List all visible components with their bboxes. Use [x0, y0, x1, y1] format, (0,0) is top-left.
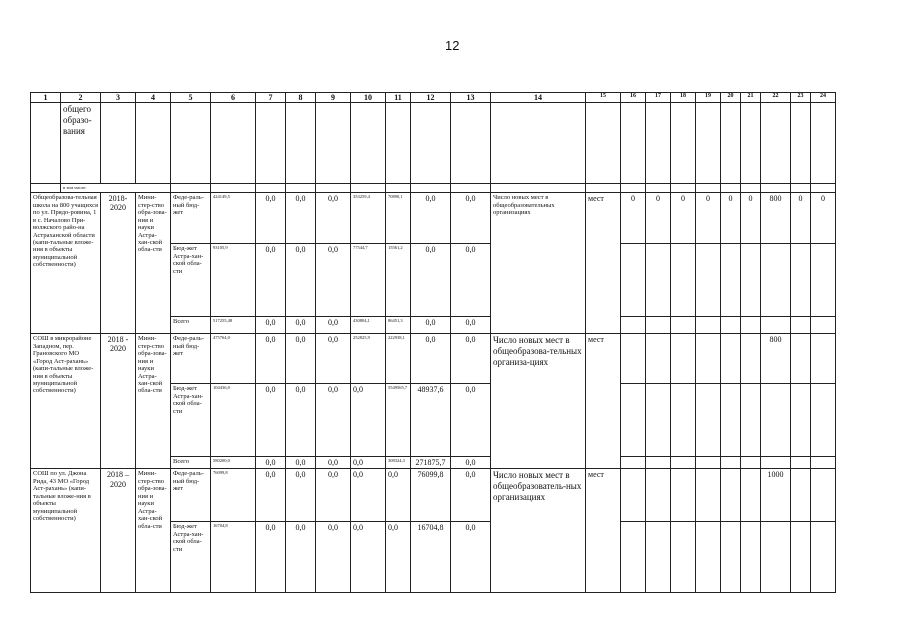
- amount-cell: 0,0: [286, 457, 316, 469]
- unit: мест: [586, 193, 621, 334]
- amount-cell: 70890,1: [386, 193, 411, 244]
- empty-cell: [741, 184, 761, 193]
- empty-cell: [791, 184, 811, 193]
- executor: Мини-стер-ство обра-зова-ния и науки Астра-хан-ской обла-сти: [136, 334, 171, 469]
- amount-cell: 0,0: [316, 317, 351, 334]
- empty-cell: [646, 384, 671, 457]
- amount-cell: 0,0: [286, 522, 316, 593]
- amount-cell: 0,0: [411, 193, 451, 244]
- amount-cell: 271875,7: [411, 457, 451, 469]
- target-value: 800: [761, 334, 791, 384]
- empty-cell: [741, 384, 761, 457]
- target-value: 0: [621, 193, 646, 244]
- column-header: 24: [811, 93, 836, 103]
- funding-source: Бюд-жет Астра-хан-ской обла-сти: [171, 244, 211, 317]
- amount-cell: 0,0: [451, 334, 491, 384]
- empty-cell: [621, 384, 646, 457]
- amount-cell: 0,0: [286, 469, 316, 522]
- note-text: в том числе:: [61, 184, 171, 193]
- empty-cell: [696, 184, 721, 193]
- funding-source: Феде-раль-ный бюд-жет: [171, 334, 211, 384]
- column-header: 22: [761, 93, 791, 103]
- target-value: 0: [646, 193, 671, 244]
- column-header: 10: [351, 93, 386, 103]
- empty-cell: [646, 522, 671, 593]
- empty-cell: [741, 457, 761, 469]
- empty-cell: [761, 184, 791, 193]
- empty-cell: [136, 103, 171, 184]
- empty-cell: [696, 103, 721, 184]
- funding-source: Феде-раль-ный бюд-жет: [171, 193, 211, 244]
- target-value: 0: [811, 193, 836, 244]
- target-value: 0: [671, 193, 696, 244]
- amount-cell: 0,0: [286, 317, 316, 334]
- empty-cell: [286, 103, 316, 184]
- amount-cell: 0,0: [386, 469, 411, 522]
- target-value: [646, 334, 671, 384]
- empty-cell: [811, 522, 836, 593]
- indicator: Число новых мест в общеобразова-тельных организа-циях: [491, 334, 586, 469]
- empty-cell: [761, 244, 791, 317]
- empty-cell: [671, 522, 696, 593]
- target-value: [696, 469, 721, 522]
- empty-cell: [721, 522, 741, 593]
- empty-cell: [646, 103, 671, 184]
- empty-cell: [646, 244, 671, 317]
- column-header: 18: [671, 93, 696, 103]
- object-name: СОШ в микрорайоне Западном, пер. Грановского МО «Город Аст-рахань» (капи-тальные вложе-ния в объекты муниципальной собственности): [31, 334, 101, 469]
- empty-cell: [31, 103, 61, 184]
- empty-cell: [811, 244, 836, 317]
- target-value: [811, 469, 836, 522]
- target-value: 800: [761, 193, 791, 244]
- page-number: 12: [445, 38, 460, 53]
- column-header: 5: [171, 93, 211, 103]
- empty-cell: [791, 384, 811, 457]
- amount-cell: 15561,2: [386, 244, 411, 317]
- target-value: [721, 334, 741, 384]
- empty-cell: [741, 103, 761, 184]
- column-header: 17: [646, 93, 671, 103]
- amount-cell: 86451,3: [386, 317, 411, 334]
- empty-cell: [791, 457, 811, 469]
- funding-source: Всего: [171, 457, 211, 469]
- target-value: [621, 334, 646, 384]
- empty-cell: [761, 317, 791, 334]
- unit: мест: [586, 469, 621, 593]
- amount-cell: 0,0: [286, 384, 316, 457]
- empty-cell: [411, 184, 451, 193]
- amount-cell: 0,0: [351, 457, 386, 469]
- empty-cell: [451, 103, 491, 184]
- amount-cell: 424149,5: [211, 193, 256, 244]
- empty-cell: [316, 184, 351, 193]
- empty-cell: [761, 384, 791, 457]
- executor: Мини-стер-ство обра-зова-ния и науки Астра-хан-ской обла-сти: [136, 469, 171, 593]
- amount-cell: 0,0: [286, 193, 316, 244]
- target-value: [791, 469, 811, 522]
- funding-source: Бюд-жет Астра-хан-ской обла-сти: [171, 522, 211, 593]
- amount-cell: 308324,3: [386, 457, 411, 469]
- target-value: 1000: [761, 469, 791, 522]
- period: 2018 - 2020: [101, 334, 136, 469]
- funding-source: Феде-раль-ный бюд-жет: [171, 469, 211, 522]
- empty-cell: [621, 317, 646, 334]
- empty-cell: [211, 184, 256, 193]
- amount-cell: 0,0: [316, 334, 351, 384]
- amount-cell: 0,0: [256, 384, 286, 457]
- amount-cell: 430804,1: [351, 317, 386, 334]
- column-header: 21: [741, 93, 761, 103]
- empty-cell: [791, 317, 811, 334]
- amount-cell: 0,0: [411, 334, 451, 384]
- empty-cell: [811, 457, 836, 469]
- target-value: 0: [696, 193, 721, 244]
- amount-cell: 0,0: [451, 522, 491, 593]
- column-header: 7: [256, 93, 286, 103]
- target-value: [721, 469, 741, 522]
- table-row: [31, 334, 836, 384]
- target-value: [811, 334, 836, 384]
- unit: мест: [586, 334, 621, 469]
- amount-cell: 0,0: [256, 522, 286, 593]
- funding-source: Всего: [171, 317, 211, 334]
- target-value: [741, 334, 761, 384]
- amount-cell: 0,0: [316, 457, 351, 469]
- column-header: 6: [211, 93, 256, 103]
- amount-cell: 0,0: [256, 469, 286, 522]
- column-header: 23: [791, 93, 811, 103]
- program-table: [30, 92, 836, 593]
- empty-cell: [671, 244, 696, 317]
- amount-cell: 0,0: [256, 193, 286, 244]
- empty-cell: [721, 244, 741, 317]
- amount-cell: 0,0: [351, 384, 386, 457]
- column-header: 14: [491, 93, 586, 103]
- amount-cell: 76099,8: [411, 469, 451, 522]
- continuation-label: общего образо-вания: [61, 103, 101, 184]
- column-header: 15: [586, 93, 621, 103]
- empty-cell: [31, 184, 61, 193]
- empty-cell: [791, 244, 811, 317]
- column-header: 1: [31, 93, 61, 103]
- empty-cell: [351, 184, 386, 193]
- amount-cell: 5549565,7: [386, 384, 411, 457]
- empty-cell: [621, 244, 646, 317]
- target-value: [621, 469, 646, 522]
- amount-cell: 0,0: [451, 457, 491, 469]
- target-value: [741, 469, 761, 522]
- amount-cell: 222938,1: [386, 334, 411, 384]
- amount-cell: 0,0: [256, 457, 286, 469]
- amount-cell: 0,0: [286, 244, 316, 317]
- column-header: 4: [136, 93, 171, 103]
- empty-cell: [696, 457, 721, 469]
- column-header: 8: [286, 93, 316, 103]
- column-header: 12: [411, 93, 451, 103]
- target-value: 0: [721, 193, 741, 244]
- empty-cell: [741, 244, 761, 317]
- period: 2018 – 2020: [101, 469, 136, 593]
- amount-cell: 0,0: [351, 469, 386, 522]
- empty-cell: [491, 184, 586, 193]
- empty-cell: [741, 522, 761, 593]
- target-value: [696, 334, 721, 384]
- amount-cell: 0,0: [316, 469, 351, 522]
- continuation-row: [31, 103, 836, 184]
- amount-cell: 0,0: [316, 522, 351, 593]
- amount-cell: 0,0: [256, 334, 286, 384]
- period: 2018-2020: [101, 193, 136, 334]
- amount-cell: 353259,4: [351, 193, 386, 244]
- empty-cell: [696, 317, 721, 334]
- empty-cell: [621, 522, 646, 593]
- amount-cell: 0,0: [256, 244, 286, 317]
- target-value: 0: [741, 193, 761, 244]
- column-header: 20: [721, 93, 741, 103]
- column-header: 11: [386, 93, 411, 103]
- amount-cell: 104436,0: [211, 384, 256, 457]
- column-header: 13: [451, 93, 491, 103]
- amount-cell: 0,0: [411, 244, 451, 317]
- empty-cell: [721, 317, 741, 334]
- indicator: Число новых мест в общеобразовательных организациях: [491, 193, 586, 334]
- table-row: [31, 469, 836, 522]
- empty-cell: [811, 103, 836, 184]
- empty-cell: [791, 522, 811, 593]
- target-value: 0: [791, 193, 811, 244]
- empty-cell: [671, 103, 696, 184]
- amount-cell: 0,0: [286, 334, 316, 384]
- empty-cell: [696, 522, 721, 593]
- empty-cell: [721, 457, 741, 469]
- amount-cell: 0,0: [451, 384, 491, 457]
- empty-cell: [316, 103, 351, 184]
- empty-cell: [386, 184, 411, 193]
- empty-cell: [721, 384, 741, 457]
- empty-cell: [621, 103, 646, 184]
- target-value: [646, 469, 671, 522]
- empty-cell: [411, 103, 451, 184]
- indicator: Число новых мест в общеобразователь-ных организациях: [491, 469, 586, 593]
- amount-cell: 0,0: [451, 193, 491, 244]
- amount-cell: 0,0: [386, 522, 411, 593]
- empty-cell: [171, 184, 211, 193]
- amount-cell: 0,0: [411, 317, 451, 334]
- empty-cell: [256, 103, 286, 184]
- target-value: [671, 334, 696, 384]
- target-value: [671, 469, 696, 522]
- amount-cell: 0,0: [316, 193, 351, 244]
- executor: Мини-стер-ство обра-зова-ния и науки Астра-хан-ской обла-сти: [136, 193, 171, 334]
- amount-cell: 48937,6: [411, 384, 451, 457]
- empty-cell: [811, 317, 836, 334]
- amount-cell: 0,0: [351, 522, 386, 593]
- empty-cell: [451, 184, 491, 193]
- empty-cell: [621, 457, 646, 469]
- amount-cell: 77544,7: [351, 244, 386, 317]
- table-row: [31, 193, 836, 244]
- empty-cell: [761, 522, 791, 593]
- empty-cell: [696, 384, 721, 457]
- empty-cell: [586, 184, 621, 193]
- empty-cell: [621, 184, 646, 193]
- empty-cell: [646, 317, 671, 334]
- empty-cell: [721, 184, 741, 193]
- empty-cell: [696, 244, 721, 317]
- empty-cell: [791, 103, 811, 184]
- column-header: 9: [316, 93, 351, 103]
- target-value: [791, 334, 811, 384]
- empty-cell: [741, 317, 761, 334]
- column-header: 3: [101, 93, 136, 103]
- amount-cell: 580200,0: [211, 457, 256, 469]
- amount-cell: 0,0: [451, 317, 491, 334]
- empty-cell: [171, 103, 211, 184]
- column-header: 2: [61, 93, 101, 103]
- empty-cell: [671, 384, 696, 457]
- amount-cell: 517255,48: [211, 317, 256, 334]
- empty-cell: [646, 184, 671, 193]
- amount-cell: 93105,9: [211, 244, 256, 317]
- empty-cell: [351, 103, 386, 184]
- column-header: 16: [621, 93, 646, 103]
- column-header: 19: [696, 93, 721, 103]
- funding-source: Бюд-жет Астра-хан-ской обла-сти: [171, 384, 211, 457]
- amount-cell: 0,0: [316, 244, 351, 317]
- amount-cell: 0,0: [316, 384, 351, 457]
- empty-cell: [646, 457, 671, 469]
- amount-cell: 0,0: [451, 469, 491, 522]
- empty-cell: [586, 103, 621, 184]
- empty-cell: [671, 457, 696, 469]
- amount-cell: 16704,8: [211, 522, 256, 593]
- empty-cell: [671, 184, 696, 193]
- empty-cell: [761, 103, 791, 184]
- amount-cell: 76099,8: [211, 469, 256, 522]
- empty-cell: [811, 184, 836, 193]
- empty-cell: [811, 384, 836, 457]
- empty-cell: [721, 103, 741, 184]
- empty-cell: [671, 317, 696, 334]
- empty-cell: [761, 457, 791, 469]
- empty-cell: [386, 103, 411, 184]
- note-row: [31, 184, 836, 193]
- object-name: СОШ по ул. Джона Рида, 43 МО «Город Аст-рахань» (капи-тальные вложе-ния в объекты муниципальной собственности): [31, 469, 101, 593]
- amount-cell: 252825,9: [351, 334, 386, 384]
- amount-cell: 0,0: [256, 317, 286, 334]
- empty-cell: [491, 103, 586, 184]
- amount-cell: 16704,8: [411, 522, 451, 593]
- empty-cell: [211, 103, 256, 184]
- empty-cell: [256, 184, 286, 193]
- empty-cell: [101, 103, 136, 184]
- empty-cell: [286, 184, 316, 193]
- header-row: [31, 93, 836, 103]
- amount-cell: 475764,0: [211, 334, 256, 384]
- object-name: Общеобразова-тельная школа на 800 учащихся по ул. Прядо-ровина, 1 в с. Началово При-волжского райо-на Астраханской области (капи-тальные вложе-ния в объекты муниципальной собственности): [31, 193, 101, 334]
- amount-cell: 0,0: [451, 244, 491, 317]
